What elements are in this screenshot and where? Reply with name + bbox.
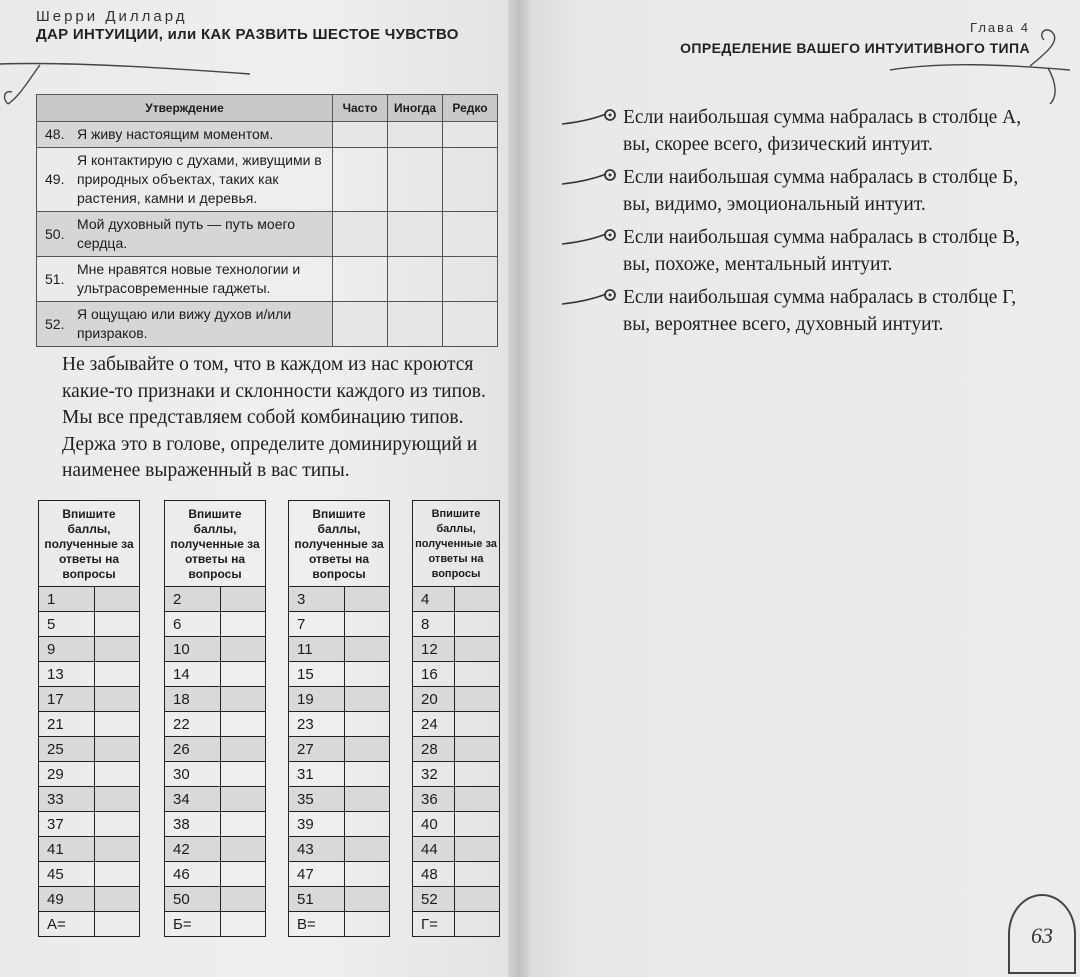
statement-text: Я контактирую с духами, живущими в природных объектах, таких как растения, камни и деревья. (69, 148, 333, 212)
score-row (289, 712, 390, 737)
question-number: 23 (289, 712, 345, 737)
question-number: 21 (39, 712, 95, 737)
answer-cell-rarely[interactable] (443, 257, 498, 302)
score-row (165, 737, 266, 762)
score-entry-cell[interactable] (455, 837, 500, 862)
score-row (413, 662, 500, 687)
score-row (39, 812, 140, 837)
score-row (413, 762, 500, 787)
score-row (165, 837, 266, 862)
running-head-book-title: ДАР ИНТУИЦИИ, или КАК РАЗВИТЬ ШЕСТОЕ ЧУВСТВО (36, 26, 459, 43)
question-number: 14 (165, 662, 221, 687)
score-entry-cell[interactable] (95, 687, 140, 712)
score-row (289, 612, 390, 637)
statement-number: 51. (37, 257, 70, 302)
score-entry-cell[interactable] (95, 587, 140, 612)
score-entry-cell[interactable] (95, 887, 140, 912)
col-header-rarely: Редко (443, 95, 498, 122)
score-row (413, 637, 500, 662)
question-number: 2 (165, 587, 221, 612)
question-number: 1 (39, 587, 95, 612)
score-row (413, 862, 500, 887)
score-entry-cell[interactable] (345, 587, 390, 612)
question-number: 16 (413, 662, 455, 687)
score-entry-cell[interactable] (455, 862, 500, 887)
question-number: 49 (39, 887, 95, 912)
answer-cell-often[interactable] (333, 302, 388, 347)
score-row (289, 662, 390, 687)
question-number: 17 (39, 687, 95, 712)
running-head-chapter-title: ОПРЕДЕЛЕНИЕ ВАШЕГО ИНТУИТИВНОГО ТИПА (680, 40, 1030, 56)
score-entry-cell[interactable] (345, 837, 390, 862)
score-entry-cell[interactable] (345, 712, 390, 737)
score-row (39, 687, 140, 712)
score-row (39, 787, 140, 812)
score-row (39, 587, 140, 612)
score-entry-cell[interactable] (221, 762, 266, 787)
score-row (289, 837, 390, 862)
score-row (413, 687, 500, 712)
score-row (413, 737, 500, 762)
table-row (37, 212, 498, 257)
question-number: 22 (165, 712, 221, 737)
score-entry-cell[interactable] (345, 762, 390, 787)
total-row (289, 912, 390, 937)
score-row (39, 862, 140, 887)
score-row (165, 662, 266, 687)
total-row (39, 912, 140, 937)
question-number: 12 (413, 637, 455, 662)
score-entry-cell[interactable] (455, 787, 500, 812)
score-table-b (164, 500, 266, 937)
answer-cell-sometimes[interactable] (388, 148, 443, 212)
result-text: Если наибольшая сумма набралась в столбце В, вы, похоже, ментальный интуит. (623, 227, 1021, 275)
answer-cell-often[interactable] (333, 148, 388, 212)
answer-cell-sometimes[interactable] (388, 212, 443, 257)
score-entry-cell[interactable] (221, 662, 266, 687)
score-row (289, 762, 390, 787)
score-entry-cell[interactable] (95, 712, 140, 737)
question-number: 33 (39, 787, 95, 812)
question-number: 7 (289, 612, 345, 637)
answer-cell-often[interactable] (333, 212, 388, 257)
score-entry-cell[interactable] (221, 637, 266, 662)
score-entry-cell[interactable] (345, 612, 390, 637)
question-number: 24 (413, 712, 455, 737)
score-table-a (38, 500, 140, 937)
score-row (39, 737, 140, 762)
total-label: А= (39, 912, 95, 937)
question-number: 30 (165, 762, 221, 787)
score-entry-cell[interactable] (221, 612, 266, 637)
statements-header-row (37, 95, 498, 122)
question-number: 6 (165, 612, 221, 637)
answer-cell-rarely[interactable] (443, 302, 498, 347)
total-entry-cell[interactable] (221, 912, 266, 937)
book-gutter (508, 0, 530, 977)
score-row (413, 887, 500, 912)
question-number: 40 (413, 812, 455, 837)
answer-cell-rarely[interactable] (443, 122, 498, 148)
question-number: 43 (289, 837, 345, 862)
score-entry-cell[interactable] (455, 687, 500, 712)
score-entry-cell[interactable] (345, 737, 390, 762)
score-entry-cell[interactable] (345, 862, 390, 887)
statement-number: 48. (37, 122, 70, 148)
question-number: 41 (39, 837, 95, 862)
score-entry-cell[interactable] (455, 662, 500, 687)
score-entry-cell[interactable] (455, 887, 500, 912)
score-table-header: Впишите баллы, полученные за ответы на вопросы (288, 500, 390, 586)
total-row (413, 912, 500, 937)
score-row (39, 837, 140, 862)
swirl-bullet-icon (560, 106, 620, 128)
question-number: 4 (413, 587, 455, 612)
score-row (289, 787, 390, 812)
score-row (39, 662, 140, 687)
question-number: 5 (39, 612, 95, 637)
result-text: Если наибольшая сумма набралась в столбце А, вы, скорее всего, физический интуит. (623, 107, 1022, 155)
score-entry-cell[interactable] (455, 587, 500, 612)
result-bullet-a (565, 104, 1035, 158)
question-number: 29 (39, 762, 95, 787)
score-entry-cell[interactable] (95, 737, 140, 762)
score-row (165, 687, 266, 712)
score-row (413, 812, 500, 837)
question-number: 13 (39, 662, 95, 687)
score-row (39, 887, 140, 912)
col-header-statement: Утверждение (37, 95, 333, 122)
question-number: 25 (39, 737, 95, 762)
body-paragraph: Не забывайте о том, что в каждом из нас кроются какие-то признаки и склонности каждого из типов. Мы все представляем собой комбинацию типов. Держа это в голове, определите доминирующий и наименее выраженный в вас типы. (62, 354, 486, 481)
score-entry-cell[interactable] (221, 587, 266, 612)
score-row (165, 812, 266, 837)
question-number: 8 (413, 612, 455, 637)
col-header-sometimes: Иногда (388, 95, 443, 122)
question-number: 48 (413, 862, 455, 887)
score-entry-cell[interactable] (455, 737, 500, 762)
score-row (289, 587, 390, 612)
score-row (165, 637, 266, 662)
score-table-d (412, 500, 500, 937)
total-label: Б= (165, 912, 221, 937)
score-entry-cell[interactable] (221, 837, 266, 862)
question-number: 9 (39, 637, 95, 662)
question-number: 20 (413, 687, 455, 712)
result-bullet-b (565, 164, 1035, 218)
statement-text: Я ощущаю или вижу духов и/или призраков. (69, 302, 333, 347)
total-label: В= (289, 912, 345, 937)
running-head-chapter: Глава 4 (970, 20, 1030, 35)
question-number: 26 (165, 737, 221, 762)
question-number: 28 (413, 737, 455, 762)
answer-cell-rarely[interactable] (443, 212, 498, 257)
answer-cell-sometimes[interactable] (388, 122, 443, 148)
score-row (413, 712, 500, 737)
score-entry-cell[interactable] (455, 762, 500, 787)
total-entry-cell[interactable] (345, 912, 390, 937)
total-entry-cell[interactable] (455, 912, 500, 937)
question-number: 39 (289, 812, 345, 837)
score-entry-cell[interactable] (221, 687, 266, 712)
question-number: 18 (165, 687, 221, 712)
result-bullet-d (565, 284, 1035, 338)
score-row (413, 587, 500, 612)
score-entry-cell[interactable] (95, 612, 140, 637)
statement-number: 50. (37, 212, 70, 257)
score-entry-cell[interactable] (221, 812, 266, 837)
score-entry-cell[interactable] (455, 812, 500, 837)
result-bullet-c (565, 224, 1035, 278)
total-label: Г= (413, 912, 455, 937)
total-entry-cell[interactable] (95, 912, 140, 937)
score-entry-cell[interactable] (345, 787, 390, 812)
score-row (413, 837, 500, 862)
score-row (165, 787, 266, 812)
score-row (165, 612, 266, 637)
score-row (289, 687, 390, 712)
question-number: 45 (39, 862, 95, 887)
score-entry-cell[interactable] (95, 837, 140, 862)
answer-cell-often[interactable] (333, 257, 388, 302)
swirl-bullet-icon (560, 166, 620, 188)
score-entry-cell[interactable] (455, 712, 500, 737)
score-entry-cell[interactable] (345, 887, 390, 912)
answer-cell-sometimes[interactable] (388, 302, 443, 347)
question-number: 10 (165, 637, 221, 662)
score-entry-cell[interactable] (455, 637, 500, 662)
score-row (39, 612, 140, 637)
score-row (39, 637, 140, 662)
score-table-header: Впишите баллы, полученные за ответы на вопросы (38, 500, 140, 586)
question-number: 36 (413, 787, 455, 812)
swirl-bullet-icon (560, 286, 620, 308)
score-table-header: Впишите баллы, полученные за ответы на вопросы (164, 500, 266, 586)
result-text: Если наибольшая сумма набралась в столбце Б, вы, видимо, эмоциональный интуит. (623, 167, 1019, 215)
score-row (39, 762, 140, 787)
statement-number: 49. (37, 148, 70, 212)
question-number: 31 (289, 762, 345, 787)
score-entry-cell[interactable] (95, 637, 140, 662)
score-entry-cell[interactable] (345, 812, 390, 837)
swirl-bullet-icon (560, 226, 620, 248)
question-number: 37 (39, 812, 95, 837)
score-table-header: Впишите баллы, полученные за ответы на вопросы (412, 500, 500, 586)
score-row (289, 887, 390, 912)
score-row (165, 712, 266, 737)
score-entry-cell[interactable] (95, 762, 140, 787)
question-number: 50 (165, 887, 221, 912)
score-row (165, 762, 266, 787)
score-entry-cell[interactable] (221, 737, 266, 762)
answer-cell-rarely[interactable] (443, 148, 498, 212)
question-number: 47 (289, 862, 345, 887)
table-row (37, 257, 498, 302)
score-row (413, 787, 500, 812)
score-entry-cell[interactable] (95, 862, 140, 887)
question-number: 52 (413, 887, 455, 912)
score-entry-cell[interactable] (221, 862, 266, 887)
running-head-author: Шерри Диллард (36, 8, 188, 25)
score-entry-cell[interactable] (345, 687, 390, 712)
statement-number: 52. (37, 302, 70, 347)
question-number: 34 (165, 787, 221, 812)
question-number: 19 (289, 687, 345, 712)
score-entry-cell[interactable] (345, 662, 390, 687)
score-row (165, 862, 266, 887)
table-row (37, 122, 498, 148)
score-entry-cell[interactable] (221, 712, 266, 737)
page-number: 63 (1008, 894, 1076, 974)
score-row (165, 887, 266, 912)
score-entry-cell[interactable] (455, 612, 500, 637)
score-row (289, 737, 390, 762)
col-header-often: Часто (333, 95, 388, 122)
question-number: 38 (165, 812, 221, 837)
score-row (413, 612, 500, 637)
score-entry-cell[interactable] (95, 787, 140, 812)
statement-text: Мой духовный путь — путь моего сердца. (69, 212, 333, 257)
question-number: 35 (289, 787, 345, 812)
swirl-ornament-right-icon (880, 20, 1080, 110)
question-number: 27 (289, 737, 345, 762)
score-table-c (288, 500, 390, 937)
table-row (37, 302, 498, 347)
question-number: 11 (289, 637, 345, 662)
answer-cell-sometimes[interactable] (388, 257, 443, 302)
statement-text: Я живу настоящим моментом. (69, 122, 333, 148)
score-entry-cell[interactable] (345, 637, 390, 662)
question-number: 15 (289, 662, 345, 687)
question-number: 44 (413, 837, 455, 862)
question-number: 42 (165, 837, 221, 862)
table-row (37, 148, 498, 212)
score-row (289, 812, 390, 837)
score-entry-cell[interactable] (221, 787, 266, 812)
answer-cell-often[interactable] (333, 122, 388, 148)
statement-text: Мне нравятся новые технологии и ультрасовременные гаджеты. (69, 257, 333, 302)
score-entry-cell[interactable] (95, 812, 140, 837)
result-text: Если наибольшая сумма набралась в столбце Г, вы, вероятнее всего, духовный интуит. (623, 287, 1017, 335)
score-entry-cell[interactable] (221, 887, 266, 912)
statements-table (36, 94, 498, 347)
question-number: 3 (289, 587, 345, 612)
question-number: 46 (165, 862, 221, 887)
score-row (39, 712, 140, 737)
score-row (165, 587, 266, 612)
total-row (165, 912, 266, 937)
question-number: 51 (289, 887, 345, 912)
score-row (289, 637, 390, 662)
score-row (289, 862, 390, 887)
question-number: 32 (413, 762, 455, 787)
score-entry-cell[interactable] (95, 662, 140, 687)
